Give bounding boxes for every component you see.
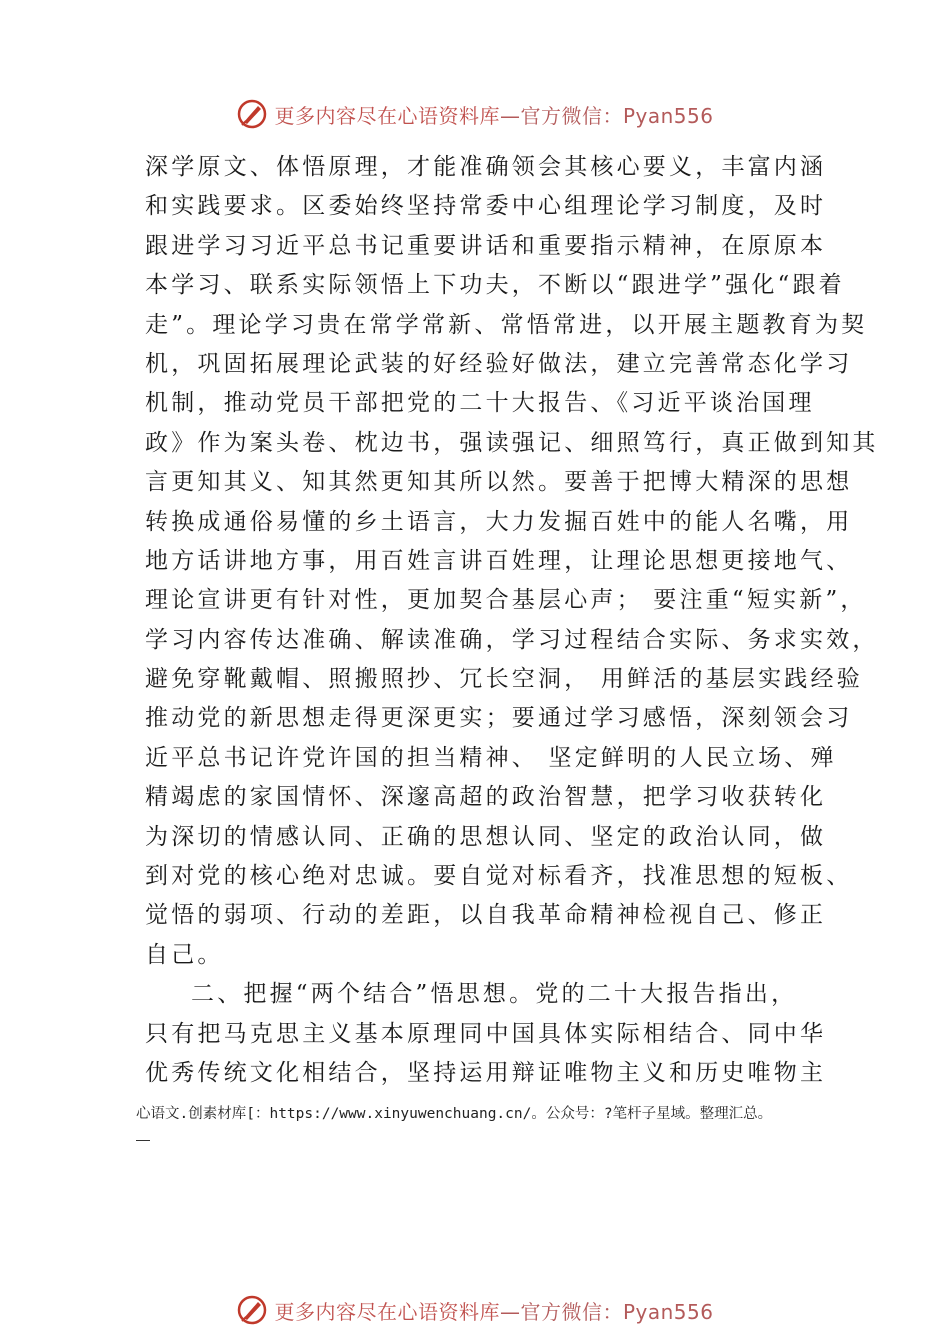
footnote-rule [136, 1140, 150, 1141]
body-line: 推动党的新思想走得更深更实；要通过学习感悟，深刻领会习 [145, 705, 853, 732]
body-line: 跟进学习习近平总书记重要讲话和重要指示精神，在原原本 [145, 232, 827, 259]
quill-seal-logo-icon [236, 1294, 268, 1326]
footer-banner-main: 更多内容尽在心语资料库 [274, 1299, 500, 1324]
footer-banner [0, 1290, 950, 1330]
body-line: 到对党的核心绝对忠诚。要自觉对标看齐，找准思想的短板、 [145, 863, 853, 890]
body-line: 机，巩固拓展理论武装的好经验好做法，建立完善常态化学习 [145, 350, 853, 377]
body-line: 精竭虑的家国情怀、深邃高超的政治智慧，把学习收获转化 [145, 784, 827, 811]
body-line: 和实践要求。区委始终坚持常委中心组理论学习制度，及时 [145, 193, 827, 220]
header-banner-sub: —官方微信：Pyan556 [499, 103, 714, 128]
body-line: 觉悟的弱项、行动的差距，以自我革命精神检视自己、修正 [145, 902, 827, 929]
body-line: 地方话讲地方事，用百姓言讲百姓理，让理论思想更接地气、 [145, 547, 853, 574]
header-banner [0, 94, 950, 134]
header-banner-main: 更多内容尽在心语资料库 [274, 103, 500, 128]
footer-banner-text [274, 1296, 713, 1325]
body-line: 言更知其义、知其然更知其所以然。要善于把博大精深的思想 [145, 469, 853, 496]
body-line: 学习内容传达准确、解读准确，学习过程结合实际、务求实效， [145, 626, 879, 653]
body-line: 自己。 [145, 941, 224, 968]
body-line: 本学习、联系实际领悟上下功夫，不断以“跟进学”强化“跟着 [145, 272, 845, 299]
footer-banner-sub: —官方微信：Pyan556 [499, 1299, 714, 1324]
body-line: 走”。理论学习贵在常学常新、常悟常进，以开展主题教育为契 [145, 311, 868, 338]
body-line: 转换成通俗易懂的乡土语言，大力发掘百姓中的能人名嘴，用 [145, 508, 853, 535]
body-line: 为深切的情感认同、正确的思想认同、坚定的政治认同，做 [145, 823, 827, 850]
body-line: 机制，推动党员干部把党的二十大报告、《习近平谈治国理 [145, 390, 815, 417]
source-footnote: 心语文.创素材库[：https://www.xinyuwenchuang.cn/。公众号：?笔杆子星域。整理汇总。 [136, 1106, 773, 1122]
document-body [145, 148, 879, 1093]
body-line: 优秀传统文化相结合，坚持运用辩证唯物主义和历史唯物主 [145, 1059, 827, 1086]
quill-seal-logo-icon [236, 98, 268, 130]
header-banner-text [274, 100, 713, 129]
section-heading-line: 二、把握“两个结合”悟思想。党的二十大报告指出， [191, 981, 798, 1008]
body-line: 政》作为案头卷、枕边书，强读强记、细照笃行，真正做到知其 [145, 429, 879, 456]
body-line: 避免穿靴戴帽、照搬照抄、冗长空洞， 用鲜活的基层实践经验 [145, 666, 863, 693]
body-line: 深学原文、体悟原理，才能准确领会其核心要义，丰富内涵 [145, 154, 827, 180]
body-line: 近平总书记许党许国的担当精神、 坚定鲜明的人民立场、殚 [145, 744, 837, 771]
body-line: 理论宣讲更有针对性，更加契合基层心声； 要注重“短实新”， [145, 587, 867, 614]
body-line: 只有把马克思主义基本原理同中国具体实际相结合、同中华 [145, 1020, 827, 1047]
